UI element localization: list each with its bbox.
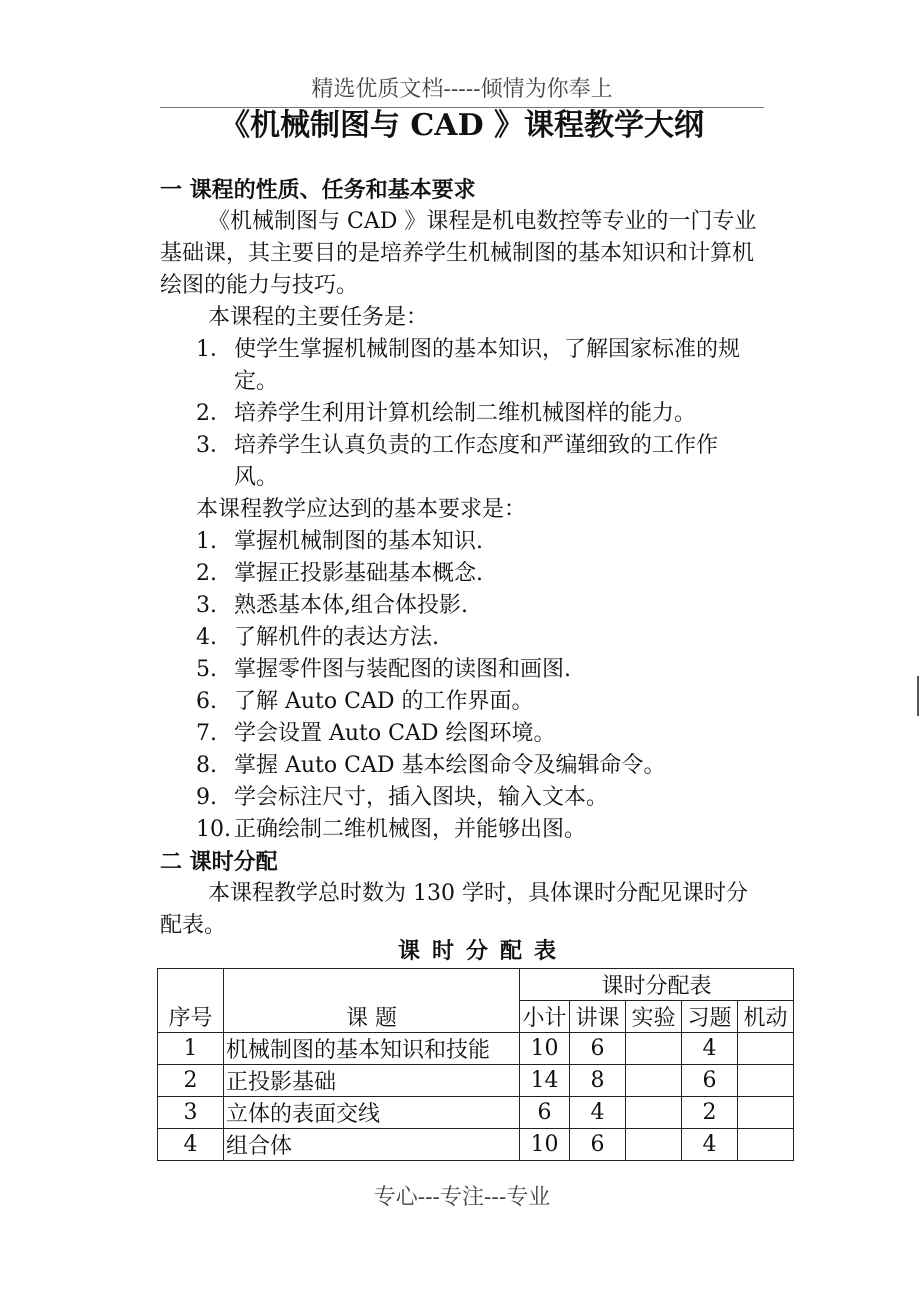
cell-lecture: 8 [570, 1065, 626, 1097]
section2-intro: 本课程教学总时数为 130 学时，具体课时分配见课时分配表。 [160, 881, 748, 938]
requirement-item [160, 558, 760, 590]
header-group: 课时分配表 [520, 969, 794, 1001]
requirement-text: 熟悉基本体,组合体投影. [234, 593, 468, 618]
requirement-text: 掌握机械制图的基本知识. [234, 529, 483, 554]
task-number: 1． [196, 337, 232, 362]
page-footer: 专心---专注---专业 [373, 1185, 551, 1210]
cell-exercise: 4 [682, 1129, 738, 1161]
cell-lab [626, 1065, 682, 1097]
requirement-number: 4. [196, 625, 217, 650]
cell-topic: 正投影基础 [224, 1065, 520, 1097]
subheader-exercise: 习题 [682, 1001, 738, 1033]
cell-no: 2 [158, 1065, 224, 1097]
header-no: 序号 [158, 969, 224, 1033]
cell-flex [738, 1033, 794, 1065]
requirement-text: 学会标注尺寸，插入图块，输入文本。 [234, 785, 609, 810]
task-text: 培养学生认真负责的工作态度和严谨细致的工作作风。 [234, 433, 719, 490]
requirement-item [160, 590, 760, 622]
cell-topic: 立体的表面交线 [224, 1097, 520, 1129]
requirement-item [160, 622, 760, 654]
tasks-heading: 本课程的主要任务是： [208, 305, 429, 330]
cell-exercise: 2 [682, 1097, 738, 1129]
cell-flex [738, 1097, 794, 1129]
requirement-item [160, 654, 760, 686]
requirement-number: 6. [196, 689, 217, 714]
requirement-item [160, 718, 760, 750]
requirement-text: 掌握 Auto CAD 基本绘图命令及编辑命令。 [234, 753, 666, 778]
document-title: 《机械制图与 CAD 》课程教学大纲 [219, 108, 705, 143]
section2-heading: 二 课时分配 [160, 849, 278, 875]
cell-lab [626, 1097, 682, 1129]
requirement-item [160, 814, 760, 846]
task-number: 2． [196, 401, 232, 426]
requirement-item [160, 750, 760, 782]
subheader-flex: 机动 [738, 1001, 794, 1033]
cell-exercise: 6 [682, 1065, 738, 1097]
cell-no: 1 [158, 1033, 224, 1065]
requirement-number: 7. [196, 721, 217, 746]
requirement-number: 9. [196, 785, 217, 810]
requirement-number: 2. [196, 561, 217, 586]
cell-total: 10 [520, 1129, 570, 1161]
cell-total: 6 [520, 1097, 570, 1129]
requirement-text: 掌握零件图与装配图的读图和画图. [234, 657, 571, 682]
requirement-number: 8. [196, 753, 217, 778]
page-header: 精选优质文档-----倾情为你奉上 [311, 77, 613, 102]
page-edge-mark [917, 676, 919, 716]
cell-lab [626, 1129, 682, 1161]
requirement-number: 1. [196, 529, 217, 554]
cell-lecture: 4 [570, 1097, 626, 1129]
subheader-total: 小计 [520, 1001, 570, 1033]
requirement-text: 掌握正投影基础基本概念. [234, 561, 483, 586]
subheader-lab: 实验 [626, 1001, 682, 1033]
task-number: 3． [196, 433, 232, 458]
hours-distribution-table [157, 968, 794, 1161]
requirements-list [160, 526, 760, 846]
requirement-item [160, 526, 760, 558]
table-row [158, 1065, 794, 1097]
tasks-list [160, 334, 760, 494]
cell-topic: 机械制图的基本知识和技能 [224, 1033, 520, 1065]
task-text: 培养学生利用计算机绘制二维机械图样的能力。 [234, 401, 697, 426]
cell-total: 10 [520, 1033, 570, 1065]
requirement-number: 10. [196, 817, 231, 842]
requirement-text: 正确绘制二维机械图，并能够出图。 [234, 817, 587, 842]
requirement-item [160, 782, 760, 814]
cell-no: 4 [158, 1129, 224, 1161]
cell-topic: 组合体 [224, 1129, 520, 1161]
task-item [160, 334, 760, 398]
table-row [158, 1097, 794, 1129]
requirement-item [160, 686, 760, 718]
requirement-number: 3. [196, 593, 217, 618]
section1 [160, 174, 760, 942]
table-row [158, 1033, 794, 1065]
task-item [160, 430, 760, 494]
requirement-text: 了解机件的表达方法. [234, 625, 439, 650]
cell-flex [738, 1065, 794, 1097]
cell-flex [738, 1129, 794, 1161]
table-caption: 课时分配表 [397, 938, 568, 964]
table-row [158, 1129, 794, 1161]
section1-heading: 一 课程的性质、任务和基本要求 [160, 177, 476, 203]
task-item [160, 398, 760, 430]
cell-lecture: 6 [570, 1129, 626, 1161]
requirement-number: 5. [196, 657, 217, 682]
requirement-text: 学会设置 Auto CAD 绘图环境。 [234, 721, 556, 746]
cell-no: 3 [158, 1097, 224, 1129]
cell-lab [626, 1033, 682, 1065]
task-text: 使学生掌握机械制图的基本知识，了解国家标准的规定。 [234, 337, 741, 394]
table-header-row [158, 969, 794, 1001]
cell-exercise: 4 [682, 1033, 738, 1065]
subheader-lecture: 讲课 [570, 1001, 626, 1033]
section1-intro: 《机械制图与 CAD 》课程是机电数控等专业的一门专业基础课，其主要目的是培养学生机械制图的基本知识和计算机绘图的能力与技巧。 [160, 209, 757, 298]
requirement-text: 了解 Auto CAD 的工作界面。 [234, 689, 534, 714]
cell-total: 14 [520, 1065, 570, 1097]
cell-lecture: 6 [570, 1033, 626, 1065]
requirements-heading: 本课程教学应达到的基本要求是： [196, 497, 527, 522]
header-topic: 课 题 [224, 969, 520, 1033]
